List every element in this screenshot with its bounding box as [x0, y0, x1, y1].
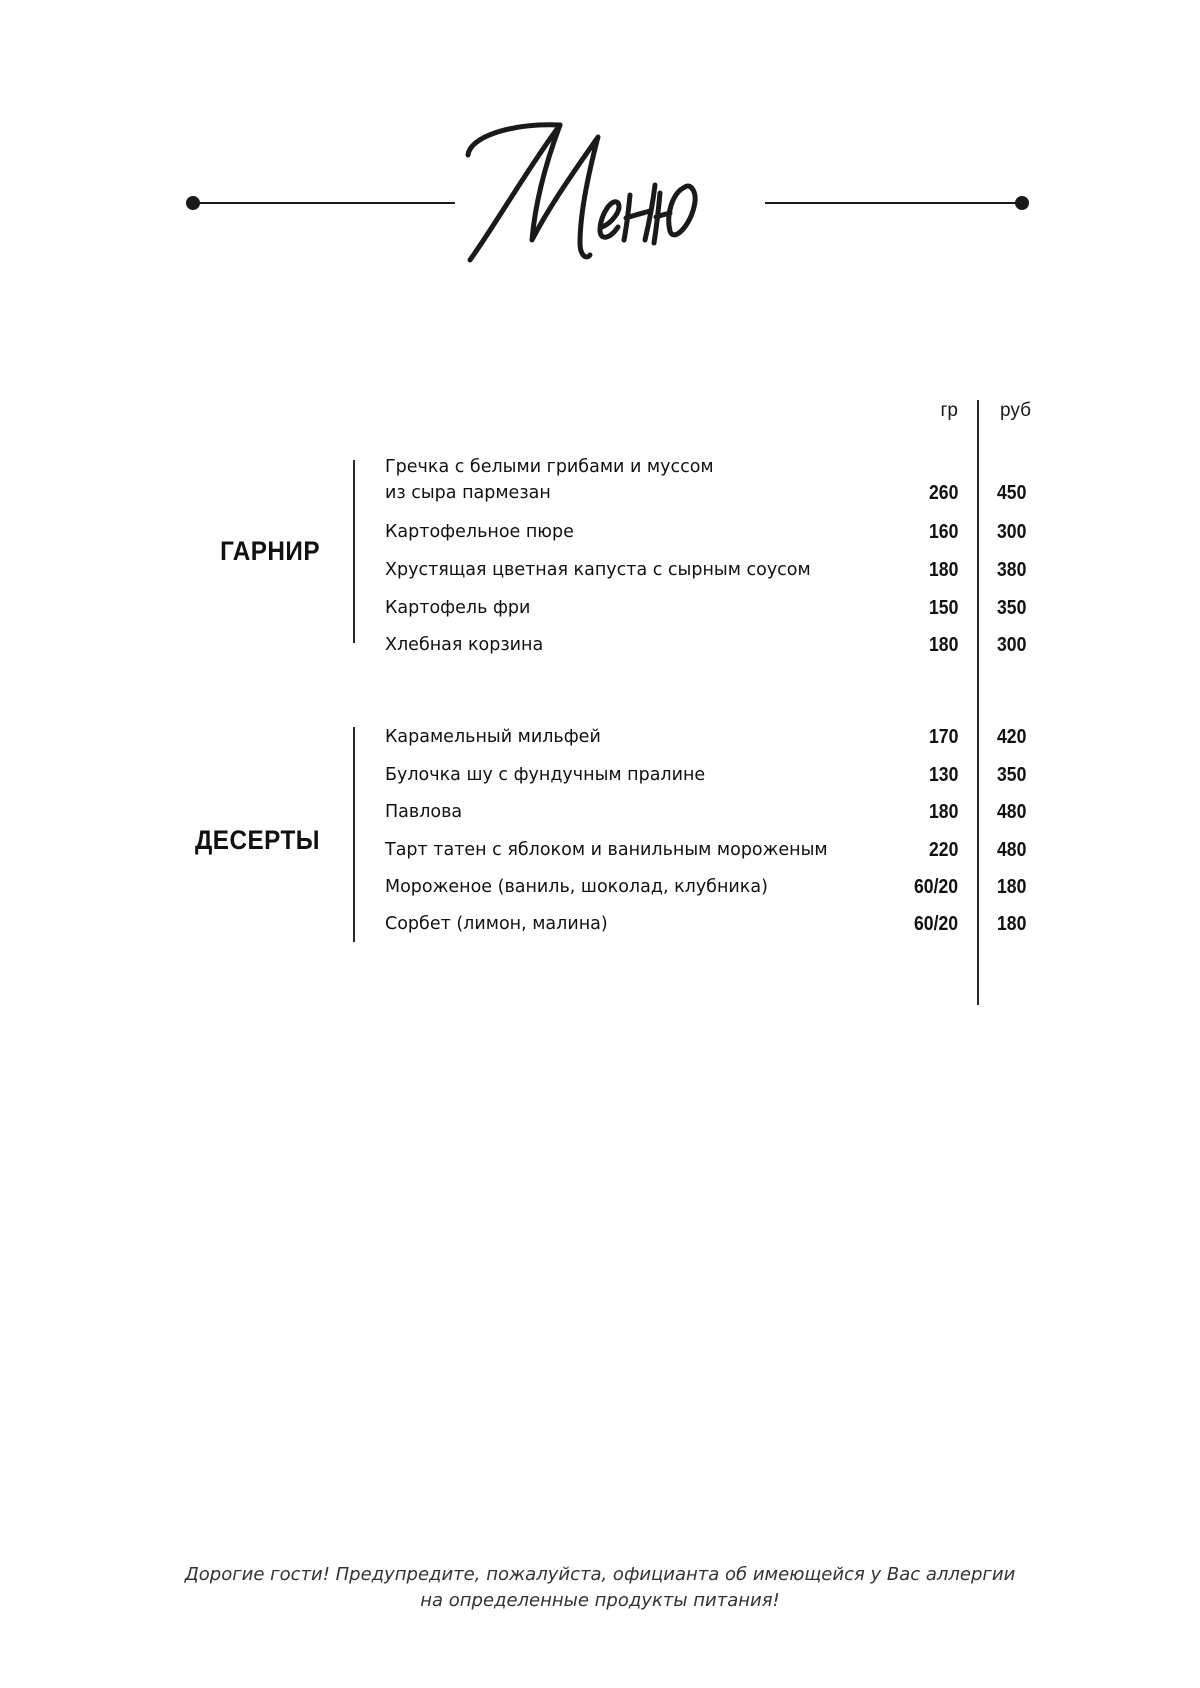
item-name: Мороженое (ваниль, шоколад, клубника)	[385, 877, 768, 897]
grams-column-header: гр	[940, 400, 958, 421]
item-name: Хрустящая цветная капуста с сырным соусом	[385, 560, 811, 580]
item-name-line2: из сыра пармезан	[385, 483, 551, 503]
price-column-header: руб	[1000, 400, 1031, 421]
item-price: 300	[997, 634, 1027, 656]
item-price: 480	[997, 839, 1027, 861]
item-name: Картофель фри	[385, 598, 531, 618]
item-grams: 180	[928, 559, 958, 581]
item-name: Тарт татен с яблоком и ванильным мороженым	[385, 840, 828, 860]
item-price: 380	[997, 559, 1027, 581]
item-grams: 180	[928, 634, 958, 656]
item-name: Гречка с белыми грибами и муссом	[385, 457, 714, 477]
item-price: 180	[997, 913, 1027, 935]
item-name: Булочка шу с фундучным пралине	[385, 765, 706, 785]
allergy-note-line2: на определенные продукты питания!	[420, 1590, 780, 1611]
menu-script-icon	[440, 115, 760, 275]
item-price: 450	[997, 482, 1027, 504]
item-name: Картофельное пюре	[385, 522, 574, 542]
item-name: Хлебная корзина	[385, 635, 544, 655]
item-grams: 130	[928, 764, 958, 786]
item-price: 350	[997, 764, 1027, 786]
item-grams: 170	[928, 726, 958, 748]
item-grams: 180	[928, 801, 958, 823]
allergy-note	[0, 1562, 1200, 1614]
allergy-note-line1: Дорогие гости! Предупредите, пожалуйста, официанта об имеющейся у Вас аллергии	[184, 1564, 1016, 1585]
item-name: Павлова	[385, 802, 463, 822]
item-grams: 150	[928, 597, 958, 619]
item-grams: 260	[928, 482, 958, 504]
right-ornament-line	[765, 202, 1020, 204]
item-grams: 160	[928, 521, 958, 543]
grams-price-divider	[977, 400, 979, 1005]
section-title-garnish: ГАРНИР	[220, 536, 320, 566]
item-price: 350	[997, 597, 1027, 619]
item-price: 480	[997, 801, 1027, 823]
item-price: 300	[997, 521, 1027, 543]
item-price: 180	[997, 876, 1027, 898]
left-ornament-line	[193, 202, 455, 204]
item-grams: 60/20	[913, 913, 958, 935]
item-grams: 220	[928, 839, 958, 861]
item-name: Сорбет (лимон, малина)	[385, 914, 608, 934]
menu-title	[440, 115, 760, 279]
item-price: 420	[997, 726, 1027, 748]
item-name: Карамельный мильфей	[385, 727, 601, 747]
section-bar-garnish	[353, 460, 355, 643]
section-title-desserts: ДЕСЕРТЫ	[195, 825, 320, 855]
section-bar-desserts	[353, 727, 355, 942]
item-grams: 60/20	[913, 876, 958, 898]
